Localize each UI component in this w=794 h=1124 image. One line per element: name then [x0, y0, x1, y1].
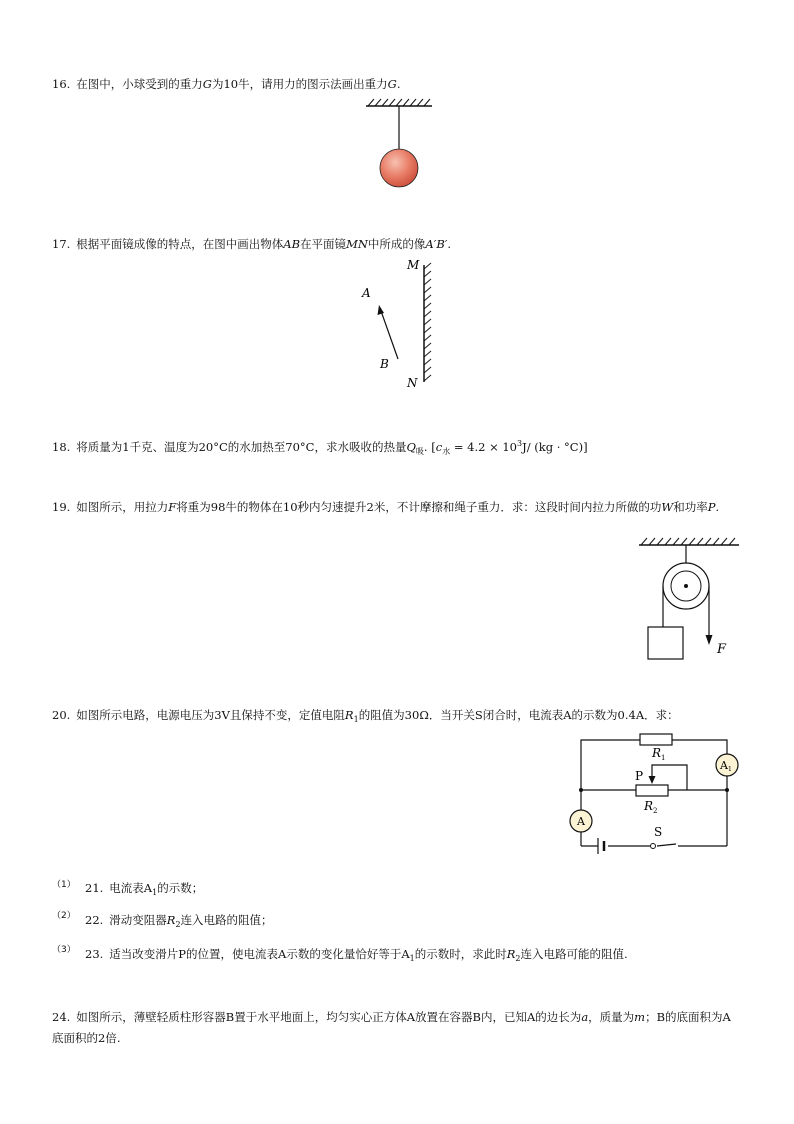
math-symbol: AB: [283, 237, 301, 251]
label-B: B: [380, 357, 389, 371]
math-subscript: 2: [515, 954, 521, 963]
question-text: 连入电路可能的阻值.: [520, 947, 628, 961]
question-text: ；B的底面积为A底面积的2倍.: [52, 1010, 731, 1045]
label-R1: $R_1$: [652, 746, 666, 762]
question-text: 适当改变滑片P的位置，使电流表A示数的变化量恰好等于A: [109, 947, 410, 961]
question-text: 在图中，小球受到的重力: [76, 77, 203, 91]
question-text: 的示数时，求此时: [414, 947, 507, 961]
question-text: 的阻值为30Ω．当开关S闭合时，电流表A的示数为0.4A．求：: [358, 708, 679, 722]
label-A: A: [362, 286, 371, 300]
label-P: P: [635, 769, 644, 783]
question-number: 24.: [52, 1010, 71, 1024]
math-symbol: m: [634, 1010, 646, 1024]
question-text: . [: [423, 440, 436, 454]
subquestion-tag: （3）: [52, 945, 76, 955]
math-symbol: F: [168, 500, 177, 514]
math-symbol: W: [661, 500, 674, 514]
question-text: 滑动变阻器: [109, 913, 167, 927]
math-symbol: A′B′: [425, 237, 448, 251]
question-text: 为10牛，请用力的图示法画出重力: [211, 77, 388, 91]
question-number: 22.: [85, 913, 104, 927]
question-number: 17.: [52, 237, 71, 251]
question-text: .: [715, 500, 720, 514]
math-symbol: G: [202, 77, 212, 91]
question-text: .: [447, 237, 452, 251]
question-text: 电流表A: [109, 881, 153, 895]
question-text: 中所成的像: [367, 237, 426, 251]
question-text: 如图所示，用拉力: [76, 500, 169, 514]
plane-mirror-figure: [355, 255, 445, 395]
label-M: M: [407, 258, 420, 272]
ammeter-A-label: A: [577, 815, 585, 828]
question-text: 和功率: [673, 500, 708, 514]
math-symbol: c: [435, 440, 443, 454]
fixed-pulley-figure: [633, 535, 745, 665]
question-22: [85, 911, 273, 934]
label-N: N: [407, 376, 418, 390]
math-subscript: 1: [353, 715, 359, 724]
question-text: 如图所示电路，电源电压为3V且保持不变，定值电阻: [76, 708, 345, 722]
label-R2: $R_2$: [644, 799, 658, 815]
question-text: 在平面镜: [300, 237, 347, 251]
question-text: .: [396, 77, 401, 91]
question-17: [52, 235, 451, 253]
question-24: [52, 1007, 742, 1049]
math-subscript: 水: [442, 447, 451, 456]
math-symbol: R: [166, 913, 176, 927]
question-text: = 4.2 × 10: [450, 440, 518, 454]
math-symbol: P: [707, 500, 716, 514]
math-subscript: 2: [175, 920, 181, 929]
pendulum-ball-figure: [360, 98, 440, 193]
question-text: 将质量为1千克、温度为20°C的水加热至70°C，求水吸收的热量: [76, 440, 407, 454]
question-number: 21.: [85, 881, 104, 895]
math-symbol: Q: [406, 440, 416, 454]
label-F: F: [717, 642, 727, 657]
question-text: 根据平面镜成像的特点，在图中画出物体: [76, 237, 284, 251]
question-19: [52, 497, 742, 517]
question-text: J/ (kg · °C)]: [522, 440, 588, 454]
question-23: [85, 945, 628, 968]
question-text: 连入电路的阻值；: [180, 913, 273, 927]
question-text: 将重为98牛的物体在10秒内匀速提升2米，不计摩擦和绳子重力．求：这段时间内拉力所做的功: [176, 500, 662, 514]
question-number: 18.: [52, 440, 71, 454]
math-superscript: 3: [517, 439, 523, 448]
math-subscript: 1: [409, 954, 415, 963]
question-number: 20.: [52, 708, 71, 722]
question-text: 的示数；: [157, 881, 204, 895]
circuit-figure: [560, 728, 750, 863]
question-text: ，质量为: [588, 1010, 635, 1024]
math-symbol: a: [581, 1010, 589, 1024]
question-20: [52, 706, 679, 729]
math-symbol: R: [344, 708, 354, 722]
ammeter-A1-label: A1: [720, 759, 732, 773]
label-S: S: [654, 825, 663, 839]
subquestion-tag: （2）: [52, 911, 76, 921]
math-subscript: 吸: [415, 447, 424, 456]
question-number: 19.: [52, 500, 71, 514]
math-symbol: R: [506, 947, 516, 961]
question-number: 16.: [52, 77, 71, 91]
question-18: [52, 435, 588, 461]
math-symbol: G: [387, 77, 397, 91]
math-symbol: MN: [346, 237, 368, 251]
question-16: [52, 75, 400, 93]
question-21: [85, 879, 203, 902]
math-subscript: 1: [152, 888, 158, 897]
question-number: 23.: [85, 947, 104, 961]
subquestion-tag: （1）: [52, 880, 76, 890]
question-text: 如图所示，薄壁轻质柱形容器B置于水平地面上，均匀实心正方体A放置在容器B内，已知A的边长为: [76, 1010, 582, 1024]
